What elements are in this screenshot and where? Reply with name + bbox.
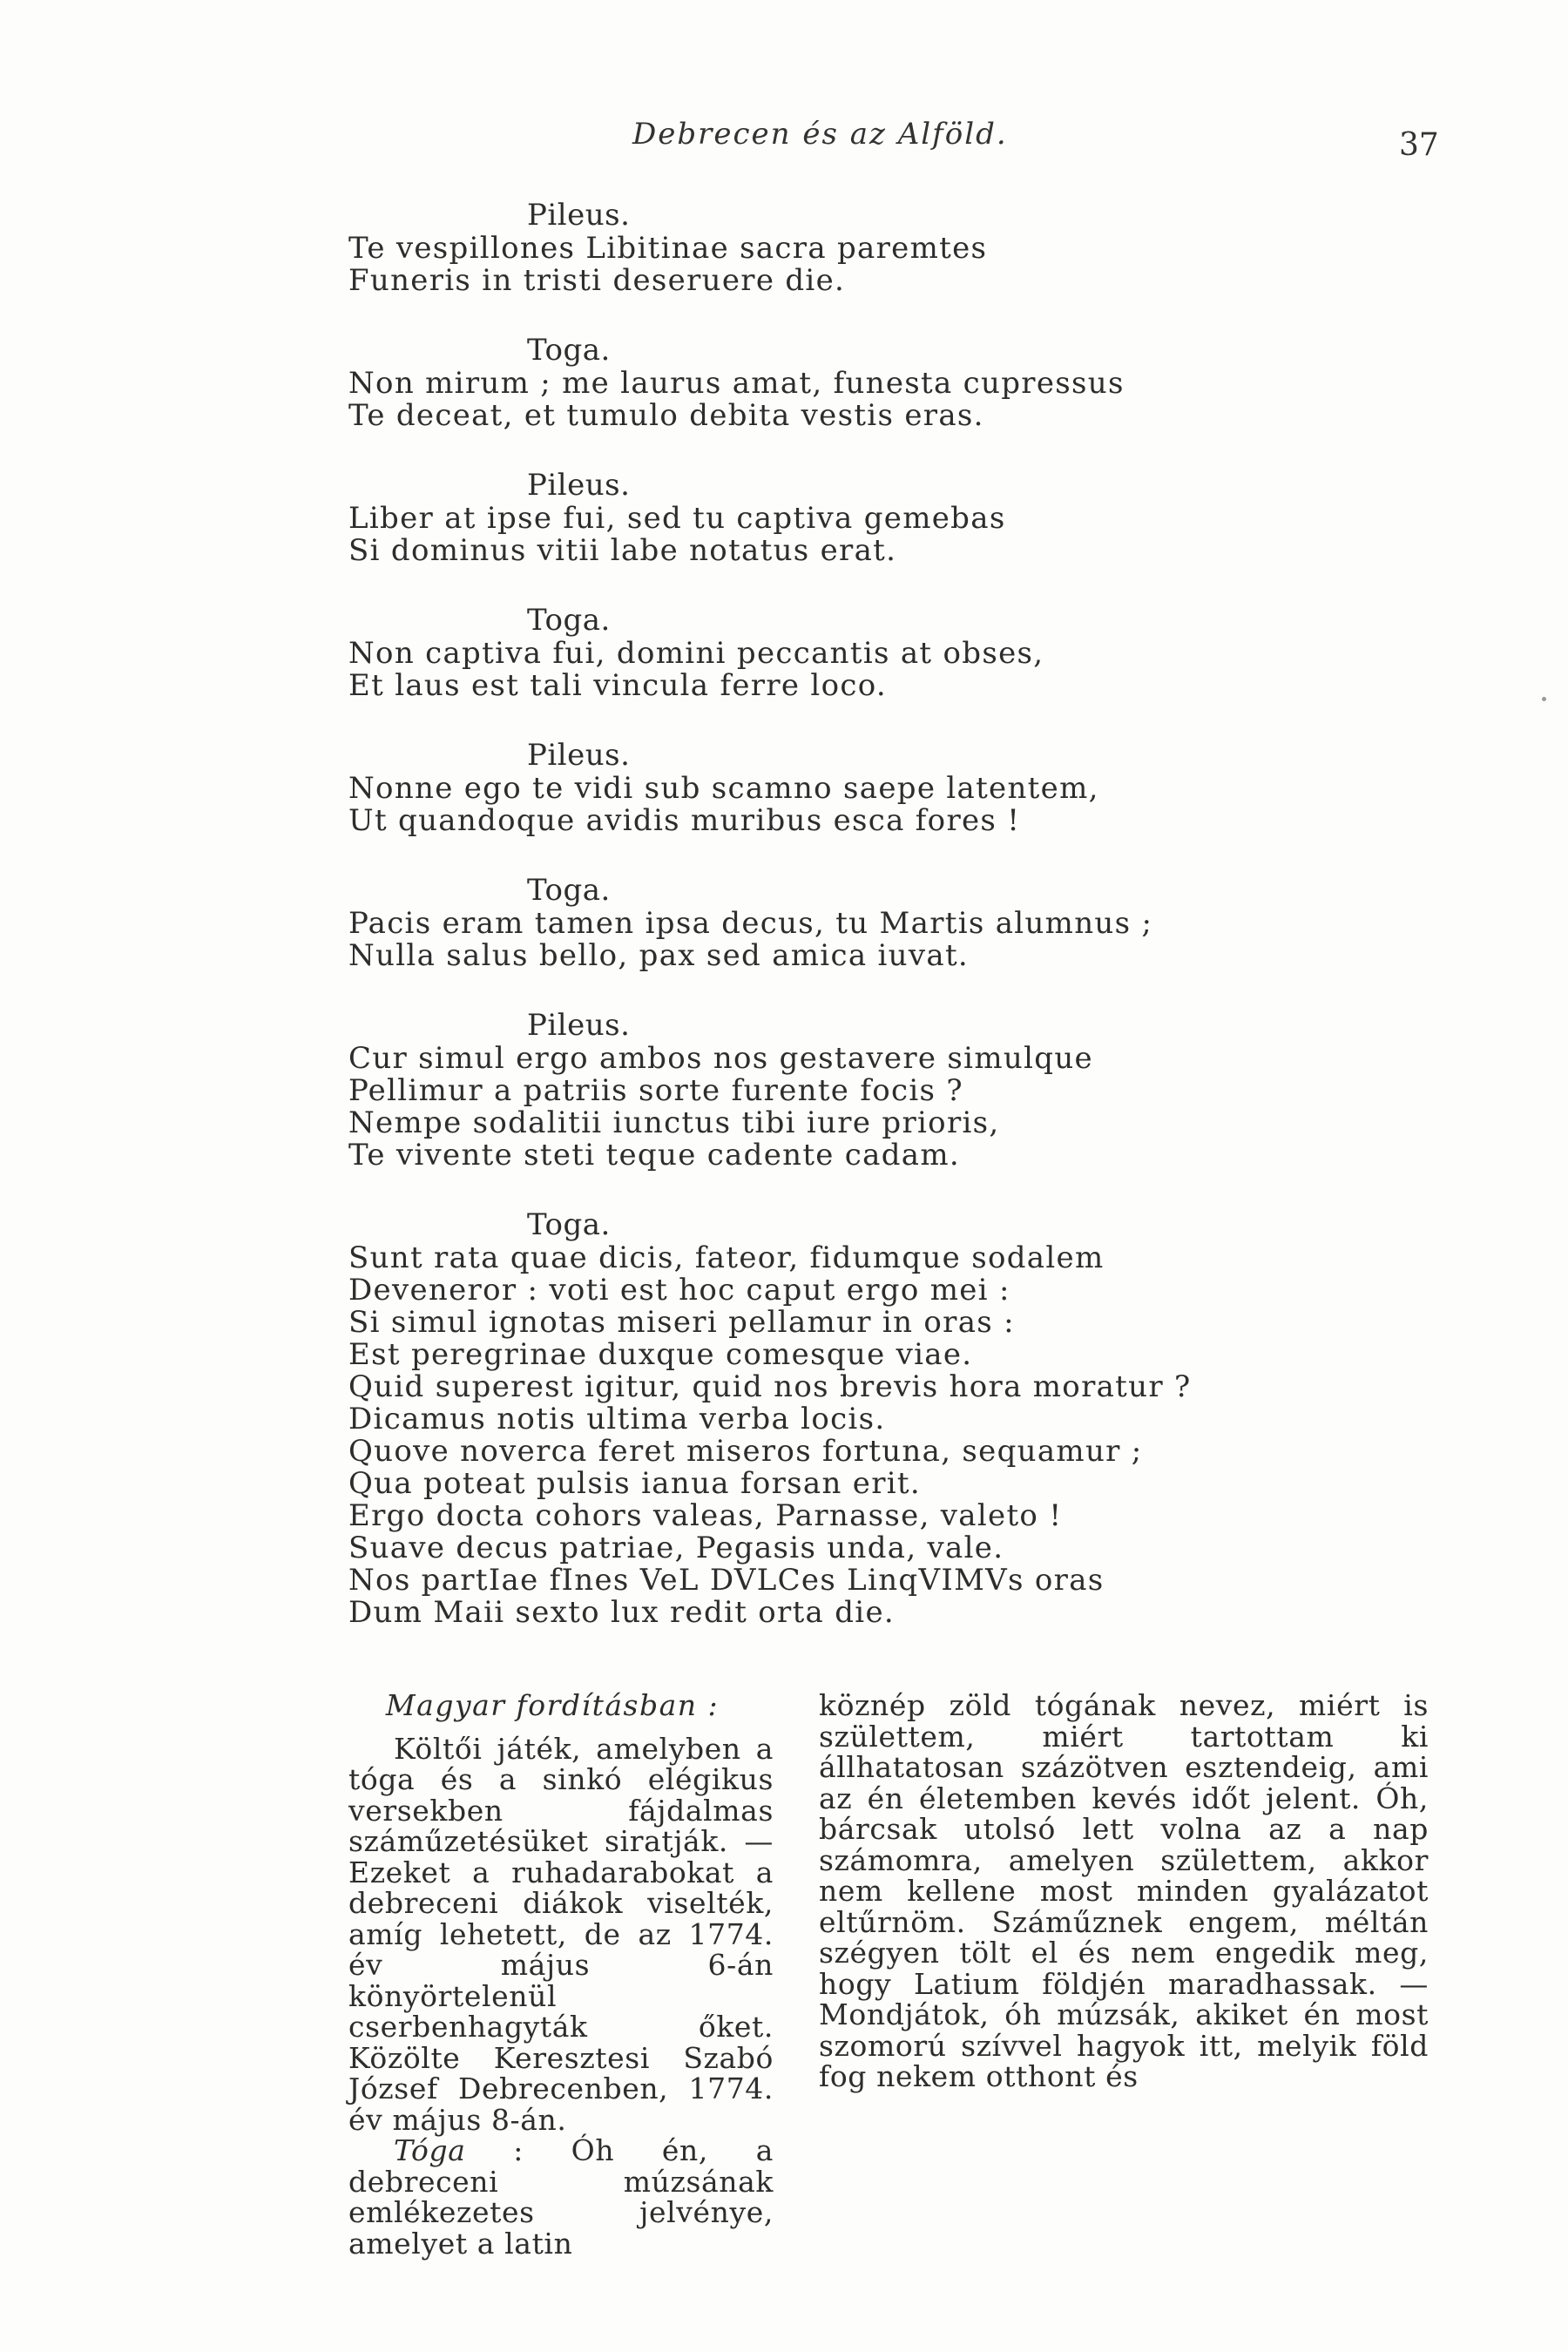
verse-line: Nos partIae fInes VeL DVLCes LinqVIMVs oras xyxy=(348,1563,1105,1598)
verse-line: Te deceat, et tumulo debita vestis eras. xyxy=(348,398,984,433)
poem-stanza xyxy=(348,604,1376,702)
poem-stanza xyxy=(348,199,1376,297)
running-head: Debrecen és az Alföld. xyxy=(632,117,1008,152)
speaker-label: Tóga xyxy=(394,2133,466,2167)
speech-text: : Óh én, a debreceni múzsának emlékezetes jelvénye, amelyet a latin xyxy=(348,2133,774,2261)
verse-line: Funeris in tristi deseruere die. xyxy=(348,263,846,298)
verse-line: Nulla salus bello, pax sed amica iuvat. xyxy=(348,938,970,973)
verse-line: Non mirum ; me laurus amat, funesta cupressus xyxy=(348,366,1125,401)
verse-line: Pellimur a patriis sorte furente focis ? xyxy=(348,1073,963,1108)
verse-line: Te vespillones Libitinae sacra paremtes xyxy=(348,231,988,266)
page-number: 37 xyxy=(1399,127,1439,163)
translation-intro: Költői játék, amelyben a tóga és a sinkó elégikus versekben fájdalmas száműzetésüket siratják. — Ezeket a ruhadarabokat a debreceni diákok viselték, amíg lehetett, de az 1774. év május 6-án könyörtelenül cserbenhagyták őket. Közölte Keresztesi Szabó József Debrecenben, 1774. év május 8-án. xyxy=(348,1731,774,2137)
stanza-speaker: Toga. xyxy=(527,1207,611,1242)
latin-poem xyxy=(348,199,1376,1666)
verse-line: Ergo docta cohors valeas, Parnasse, valeto ! xyxy=(348,1498,1063,1533)
translation-left-column xyxy=(348,1690,774,2259)
poem-stanza xyxy=(348,469,1376,567)
verse-line: Suave decus patriae, Pegasis unda, vale. xyxy=(348,1531,1004,1565)
translation-heading: Magyar fordításban : xyxy=(385,1688,720,1722)
verse-line: Et laus est tali vincula ferre loco. xyxy=(348,668,887,703)
verse-line: Quove noverca feret miseros fortuna, sequamur ; xyxy=(348,1434,1143,1469)
poem-stanza xyxy=(348,874,1376,972)
verse-line: Pacis eram tamen ipsa decus, tu Martis alumnus ; xyxy=(348,906,1153,941)
poem-stanza xyxy=(348,1208,1376,1629)
verse-line: Nonne ego te vidi sub scamno saepe latentem, xyxy=(348,771,1099,806)
translation-speech-continued: köznép zöld tógának nevez, miért is születtem, miért tartottam ki állhatatosan százötven esztendeig, ami az én életemben kevés időt jelent. Óh, bárcsak utolsó lett volna az a nap számomra, amelyen születtem, akkor nem kellene most minden gyalázatot eltűrnöm. Száműznek engem, méltán szégyen tölt el és nem engedik meg, hogy Latium földjén maradhassak. — Mondjátok, óh múzsák, akiket én most szomorú szívvel hagyok itt, melyik föld fog nekem otthont és xyxy=(819,1688,1429,2093)
poem-stanza xyxy=(348,1009,1376,1172)
translation-right-column xyxy=(819,1690,1429,2092)
verse-line: Quid superest igitur, quid nos brevis hora moratur ? xyxy=(348,1369,1192,1404)
verse-line: Non captiva fui, domini peccantis at obses, xyxy=(348,636,1044,671)
stanza-speaker: Toga. xyxy=(527,603,611,638)
verse-line: Qua poteat pulsis ianua forsan erit. xyxy=(348,1466,921,1501)
stanza-speaker: Pileus. xyxy=(527,198,631,233)
verse-line: Si dominus vitii labe notatus erat. xyxy=(348,533,897,568)
paper-speck xyxy=(1542,697,1546,701)
verse-line: Te vivente steti teque cadente cadam. xyxy=(348,1138,961,1173)
verse-line: Deveneror : voti est hoc caput ergo mei : xyxy=(348,1273,1010,1308)
verse-line: Ut quandoque avidis muribus esca fores ! xyxy=(348,803,1021,838)
verse-line: Liber at ipse fui, sed tu captiva gemebas xyxy=(348,501,1006,536)
verse-line: Est peregrinae duxque comesque viae. xyxy=(348,1337,973,1372)
stanza-speaker: Toga. xyxy=(527,333,611,368)
stanza-speaker: Pileus. xyxy=(527,738,631,773)
stanza-speaker: Pileus. xyxy=(527,468,631,503)
verse-line: Nempe sodalitii iunctus tibi iure prioris, xyxy=(348,1105,1000,1140)
translation-speech xyxy=(348,2135,774,2259)
poem-stanza xyxy=(348,334,1376,432)
stanza-speaker: Toga. xyxy=(527,873,611,908)
poem-stanza xyxy=(348,739,1376,837)
verse-line: Sunt rata quae dicis, fateor, fidumque sodalem xyxy=(348,1240,1105,1275)
verse-line: Dum Maii sexto lux redit orta die. xyxy=(348,1595,895,1630)
stanza-speaker: Pileus. xyxy=(527,1008,631,1043)
verse-line: Si simul ignotas miseri pellamur in oras : xyxy=(348,1305,1015,1340)
verse-line: Dicamus notis ultima verba locis. xyxy=(348,1402,886,1436)
verse-line: Cur simul ergo ambos nos gestavere simulque xyxy=(348,1041,1093,1076)
